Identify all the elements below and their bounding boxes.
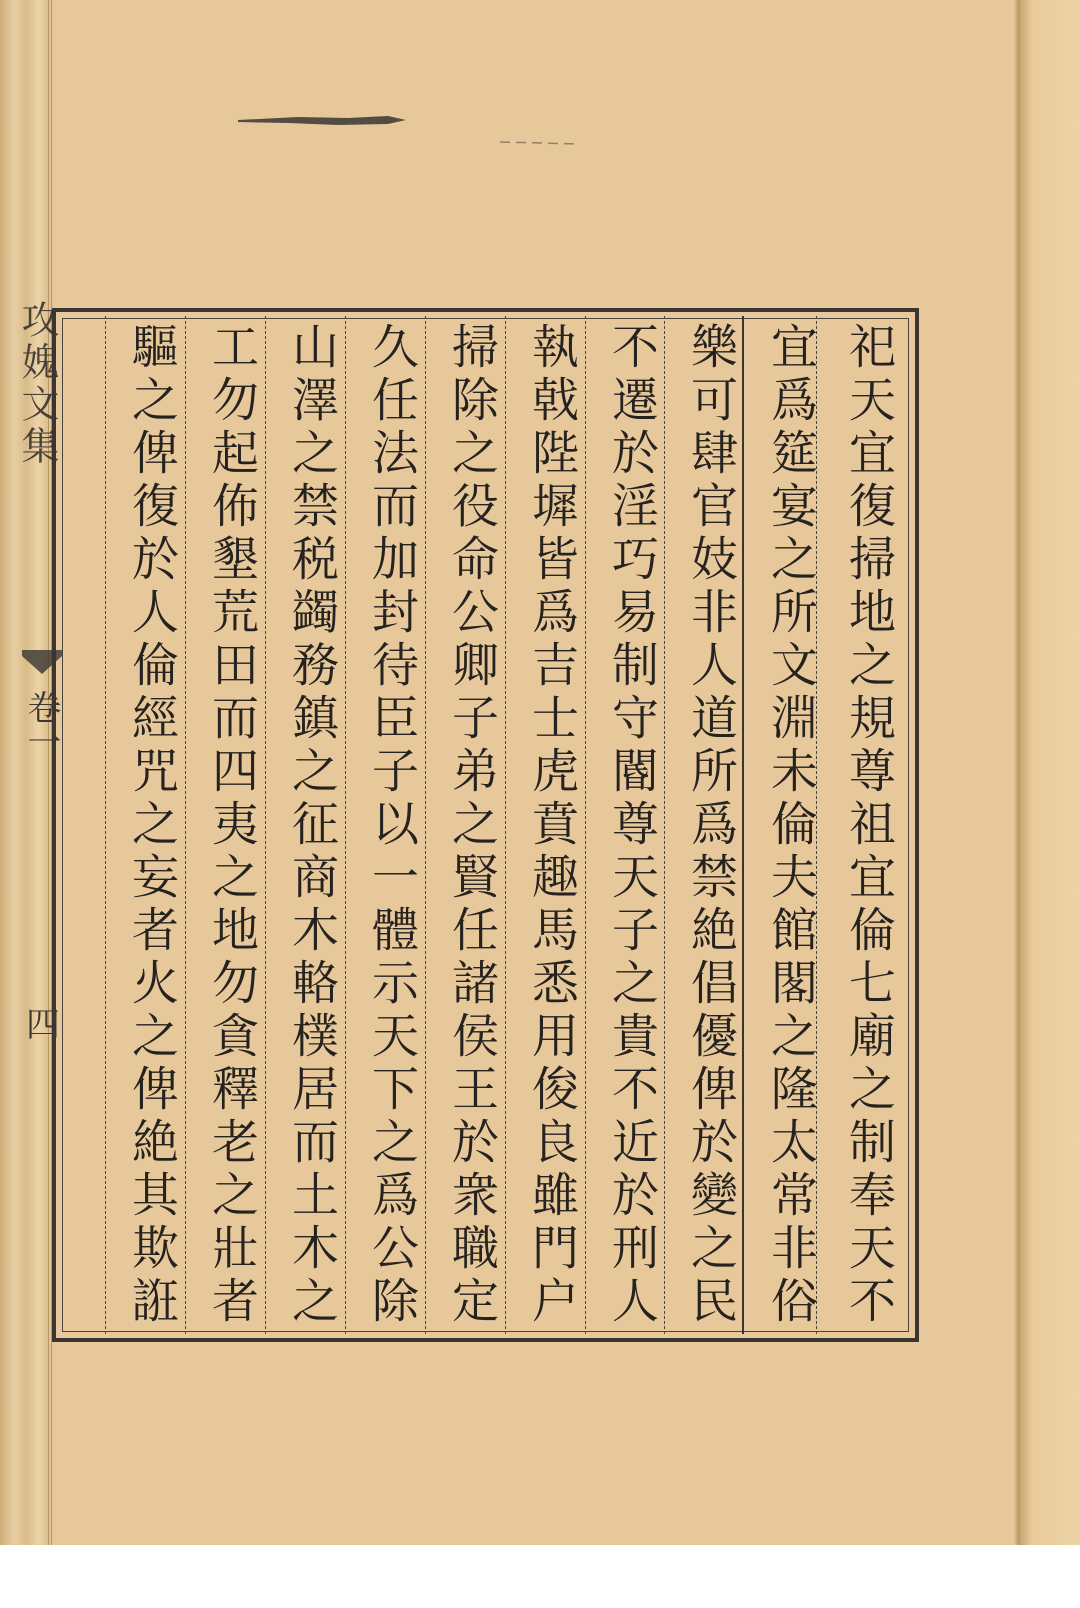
margin-book-title: 攻媿文集	[15, 300, 59, 468]
ink-smear-faint	[500, 140, 580, 146]
text-column-4: 不遷於淫巧易制守閽尊天子之貴不近於刑人	[604, 322, 659, 1329]
column-rule	[105, 316, 106, 1334]
text-column-8: 山澤之禁税蠲務鎮之征商木輅樸居而土木之	[284, 322, 339, 1329]
text-column-10: 驅之俾復於人倫經咒之妄者火之俾絶其欺誑	[124, 322, 179, 1329]
text-column-5: 執戟陛墀皆爲吉士虎賁趣馬悉用俊良雖門户	[524, 322, 579, 1329]
text-column-1: 祀天宜復掃地之規尊祖宜倫七廟之制奉天不	[841, 322, 896, 1329]
margin-volume: 卷一	[21, 690, 61, 758]
facing-page-edge	[1020, 0, 1080, 1545]
ink-smear	[238, 114, 408, 128]
text-column-2: 宜爲筵宴之所文淵未倫夫館閣之隆太常非俗	[763, 322, 818, 1329]
text-column-9: 工勿起佈墾荒田而四夷之地勿貪釋老之壯者	[204, 322, 259, 1329]
margin-page-number: 四	[26, 1005, 60, 1045]
text-column-6: 掃除之役命公卿子弟之賢任諸侯王於衆職定	[444, 322, 499, 1329]
text-column-7: 久任法而加封待臣子以一體示天下之爲公除	[364, 322, 419, 1329]
text-column-3: 樂可肆官妓非人道所爲禁絶倡優俾於變之民	[683, 322, 738, 1329]
